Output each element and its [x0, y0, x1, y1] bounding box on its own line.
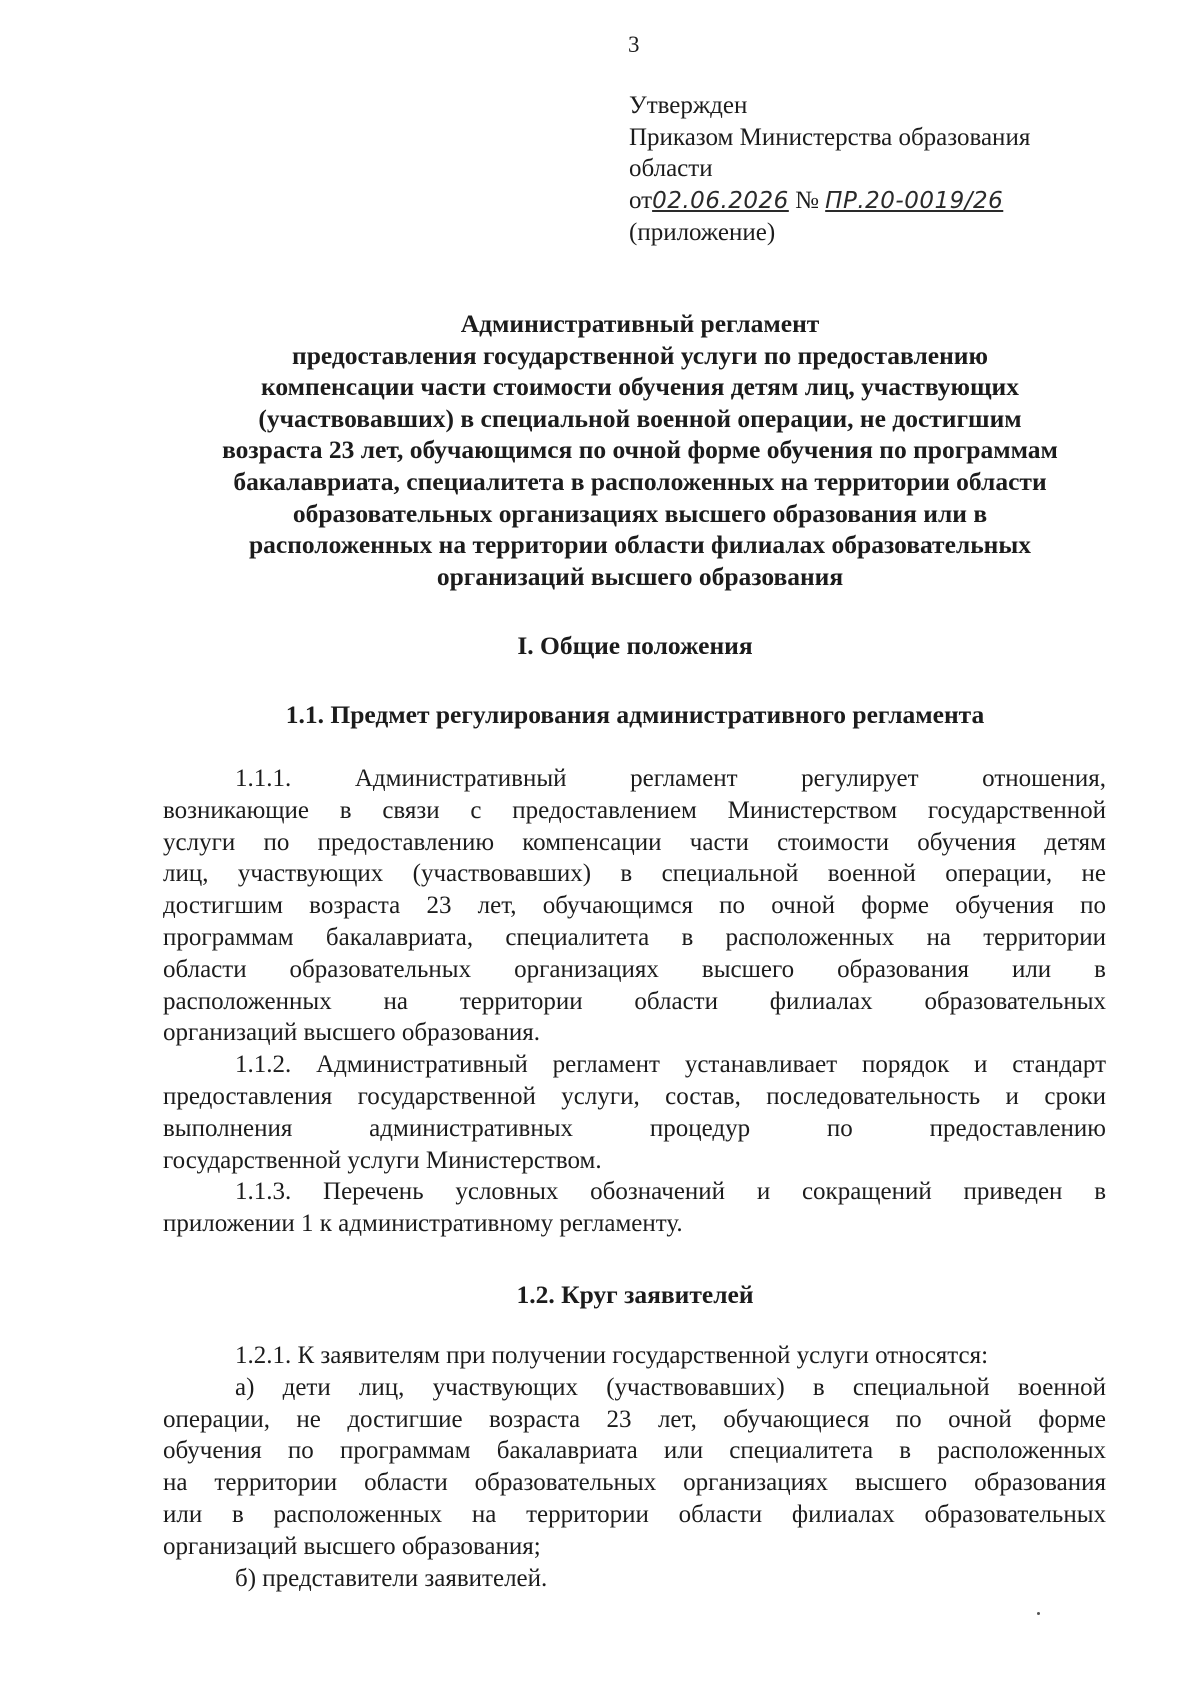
title-line: расположенных на территории области филиалах образовательных: [248, 530, 1032, 560]
approval-stamp-block: [629, 90, 1149, 249]
title-line: бакалавриата, специалитета в расположенных на территории области: [233, 466, 1047, 496]
title-line: предоставления государственной услуги по предоставлению: [292, 340, 988, 370]
text-line: на территории области образовательных организациях высшего образования: [163, 1469, 1106, 1497]
text-line: б) представители заявителей.: [235, 1564, 548, 1592]
subsection-heading: 1.1. Предмет регулирования административного регламента: [285, 700, 985, 729]
text-line: 1.1.2. Административный регламент устанавливает порядок и стандарт: [235, 1051, 1106, 1079]
approval-line: (приложение): [629, 219, 776, 246]
text-line: области образовательных организациях высшего образования или в: [163, 955, 1106, 983]
scan-speck: [1037, 1612, 1040, 1615]
title-line: (участвовавших) в специальной военной операции, не достигшим: [258, 403, 1022, 433]
approval-date-number-line: [629, 185, 1149, 218]
text-line: достигшим возраста 23 лет, обучающимся по очной форме обучения по: [163, 892, 1106, 920]
paragraph-1-2-1: [163, 1340, 1106, 1594]
text-line: предоставления государственной услуги, состав, последовательность и сроки: [163, 1082, 1106, 1110]
text-line: лиц, участвующих (участвовавших) в специальной военной операции, не: [163, 860, 1106, 888]
text-line: или в расположенных на территории области филиалах образовательных: [163, 1500, 1106, 1528]
text-line: операции, не достигшие возраста 23 лет, обучающиеся по очной форме: [163, 1405, 1106, 1433]
title-line: компенсации части стоимости обучения детям лиц, участвующих: [261, 372, 1019, 402]
date-prefix: от: [629, 186, 653, 214]
paragraph-1-1-1: [163, 763, 1106, 1240]
page-number: 3: [628, 32, 640, 57]
text-line: организаций высшего образования;: [163, 1532, 541, 1560]
approval-line: Утвержден: [629, 92, 748, 119]
text-line: 1.1.1. Административный регламент регулирует отношения,: [235, 765, 1106, 792]
number-prefix: №: [788, 186, 826, 214]
text-line: расположенных на территории области филиалах образовательных: [163, 987, 1106, 1015]
approval-line: Приказом Министерства образования: [629, 123, 1031, 151]
text-line: обучения по программам бакалавриата или специалитета в расположенных: [163, 1437, 1106, 1465]
handwritten-order-number: ПР.20-0019/26: [825, 187, 1004, 214]
text-line: программам бакалавриата, специалитета в расположенных на территории: [163, 923, 1106, 951]
text-line: приложении 1 к административному регламенту.: [163, 1210, 683, 1238]
handwritten-date: 02.06.2026: [652, 187, 789, 214]
title-line: образовательных организациях высшего образования или в: [292, 498, 988, 528]
text-line: 1.1.3. Перечень условных обозначений и сокращений приведен в: [235, 1178, 1106, 1206]
title-line: возраста 23 лет, обучающимся по очной форме обучения по программам: [222, 435, 1058, 465]
approval-line: области: [629, 155, 713, 182]
title-line: Административный регламент: [460, 309, 820, 338]
document-title: [165, 308, 1115, 592]
text-line: возникающие в связи с предоставлением Министерством государственной: [163, 796, 1106, 824]
text-line: услуги по предоставлению компенсации части стоимости обучения детям: [163, 828, 1106, 856]
text-line: организаций высшего образования.: [163, 1019, 541, 1047]
text-line: выполнения административных процедур по предоставлению: [163, 1114, 1106, 1142]
subsection-heading: 1.2. Круг заявителей: [516, 1280, 754, 1309]
title-line: организаций высшего образования: [436, 561, 844, 591]
section-heading: I. Общие положения: [517, 631, 753, 660]
text-line: 1.2.1. К заявителям при получении государственной услуги относятся:: [235, 1342, 989, 1369]
text-line: государственной услуги Министерством.: [163, 1146, 602, 1174]
text-line: а) дети лиц, участвующих (участвовавших) в специальной военной: [235, 1373, 1106, 1401]
